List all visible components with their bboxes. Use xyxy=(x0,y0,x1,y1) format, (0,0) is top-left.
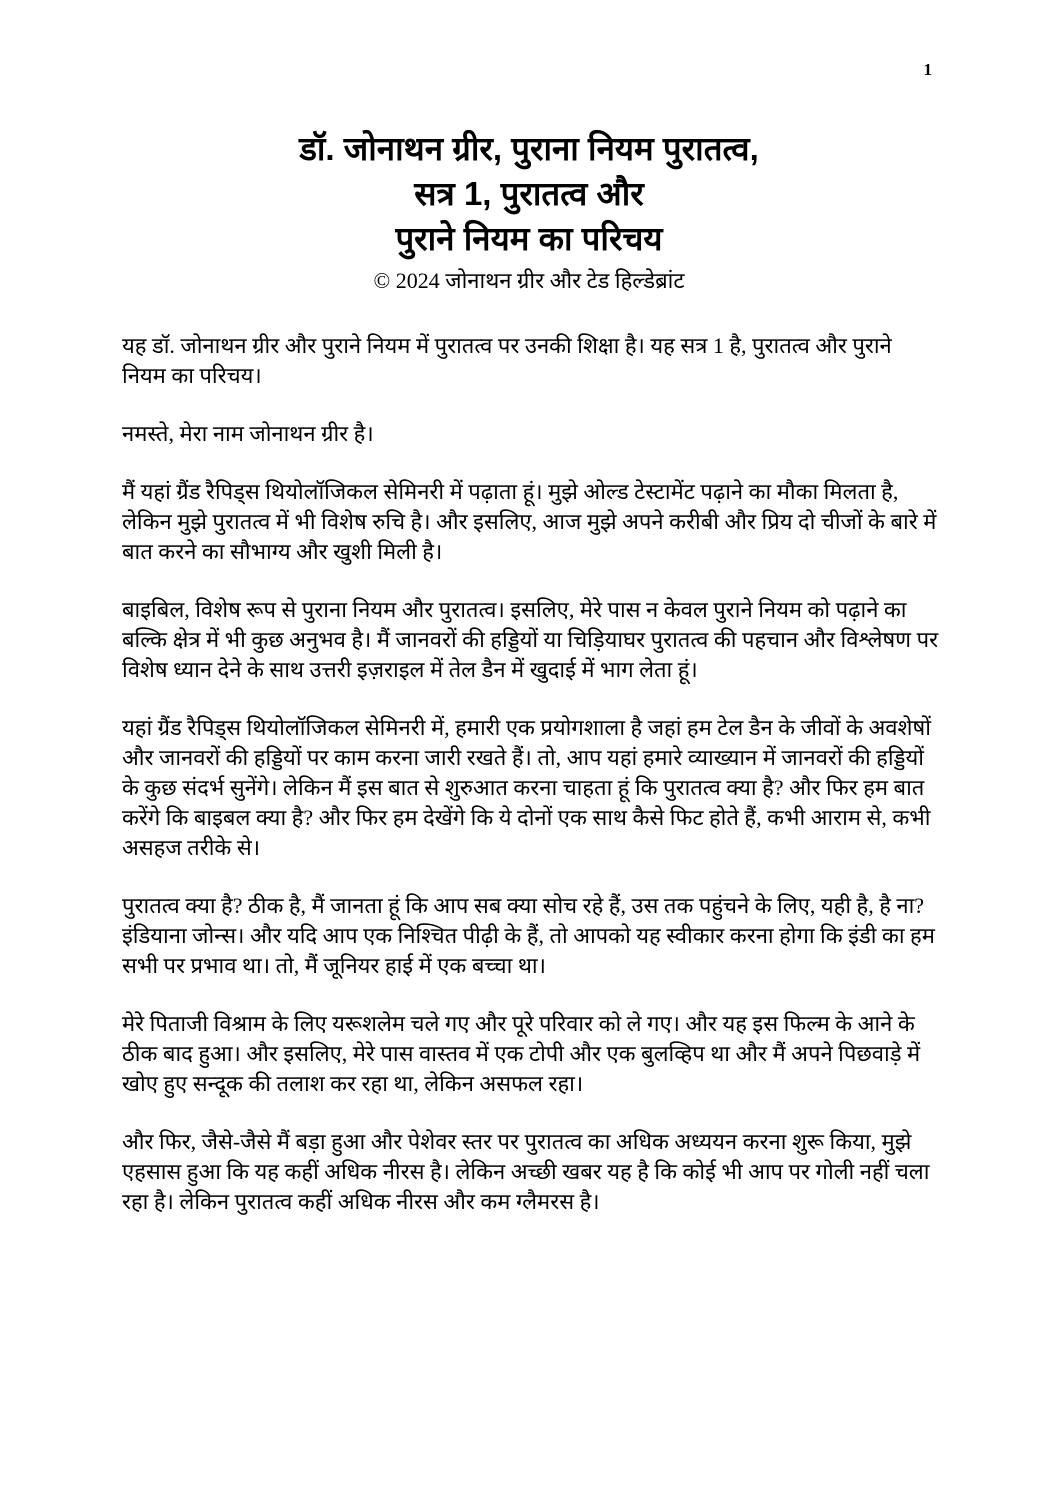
paragraph-7: मेरे पिताजी विश्राम के लिए यरूशलेम चले गए और पूरे परिवार को ले गए। और यह इस फिल्म के आने के ठीक बाद हुआ। और इसलिए, मेरे पास वास्तव में एक टोपी और एक बुलव्हिप था और मैं अपने पिछवाड़े में खोए हुए सन्दूक की तलाश कर रहा था, लेकिन असफल रहा। xyxy=(122,1011,921,1096)
paragraph-4: बाइबिल, विशेष रूप से पुराना नियम और पुरातत्व। इसलिए, मेरे पास न केवल पुराने नियम को पढ़ाने का बल्कि क्षेत्र में भी कुछ अनुभव है। मैं जानवरों की हड्डियों या चिड़ियाघर पुरातत्व की पहचान और विश्लेषण पर विशेष ध्यान देने के साथ उत्तरी इज़राइल में तेल डैन में खुदाई में भाग लेता हूं। xyxy=(122,597,939,682)
copyright-line: © 2024 जोनाथन ग्रीर और टेड हिल्डेब्रांट xyxy=(373,268,685,293)
paragraph-1: यह डॉ. जोनाथन ग्रीर और पुराने नियम में पुरातत्व पर उनकी शिक्षा है। यह सत्र 1 है, पुरातत्व और पुराने नियम का परिचय। xyxy=(122,333,892,388)
title-line-1: डॉ. जोनाथन ग्रीर, पुराना नियम पुरातत्व, xyxy=(299,130,759,167)
title-line-3: पुराने नियम का परिचय xyxy=(395,220,663,257)
paragraph-5: यहां ग्रैंड रैपिड्स थियोलॉजिकल सेमिनरी में, हमारी एक प्रयोगशाला है जहां हम टेल डैन के जीवों के अवशेषों और जानवरों की हड्डियों पर काम करना जारी रखते हैं। तो, आप यहां हमारे व्याख्यान में जानवरों की हड्डियों के कुछ संदर्भ सुनेंगे। लेकिन मैं इस बात से शुरुआत करना चाहता हूं कि पुरातत्व क्या है? और फिर हम बात करेंगे कि बाइबल क्या है? और फिर हम देखेंगे कि ये दोनों एक साथ कैसे फिट होते हैं, कभी आराम से, कभी असहज तरीके से। xyxy=(122,715,931,860)
paragraph-8: और फिर, जैसे-जैसे मैं बड़ा हुआ और पेशेवर स्तर पर पुरातत्व का अधिक अध्ययन करना शुरू किया, मुझे एहसास हुआ कि यह कहीं अधिक नीरस है। लेकिन अच्छी खबर यह है कि कोई भी आप पर गोली नहीं चला रहा है। लेकिन पुरातत्व कहीं अधिक नीरस और कम ग्लैमरस है। xyxy=(122,1129,930,1214)
paragraph-2: नमस्ते, मेरा नाम जोनाथन ग्रीर है। xyxy=(122,421,374,446)
paragraph-6: पुरातत्व क्या है? ठीक है, मैं जानता हूं कि आप सब क्या सोच रहे हैं, उस तक पहुंचने के लिए, यही है, है ना? इंडियाना जोन्स। और यदि आप एक निश्चित पीढ़ी के हैं, तो आपको यह स्वीकार करना होगा कि इंडी का हम सभी पर प्रभाव था। तो, मैं जूनियर हाई में एक बच्चा था। xyxy=(122,893,935,978)
title-line-2: सत्र 1, पुरातत्व और xyxy=(414,175,644,212)
document-body xyxy=(122,331,940,1217)
page-number: 1 xyxy=(923,60,932,79)
document-title xyxy=(110,126,948,261)
paragraph-3: मैं यहां ग्रैंड रैपिड्स थियोलॉजिकल सेमिनरी में पढ़ाता हूं। मुझे ओल्ड टेस्टामेंट पढ़ाने का मौका मिलता है, लेकिन मुझे पुरातत्व में भी विशेष रुचि है। और इसलिए, आज मुझे अपने करीबी और प्रिय दो चीजों के बारे में बात करने का सौभाग्य और खुशी मिली है। xyxy=(122,479,937,564)
